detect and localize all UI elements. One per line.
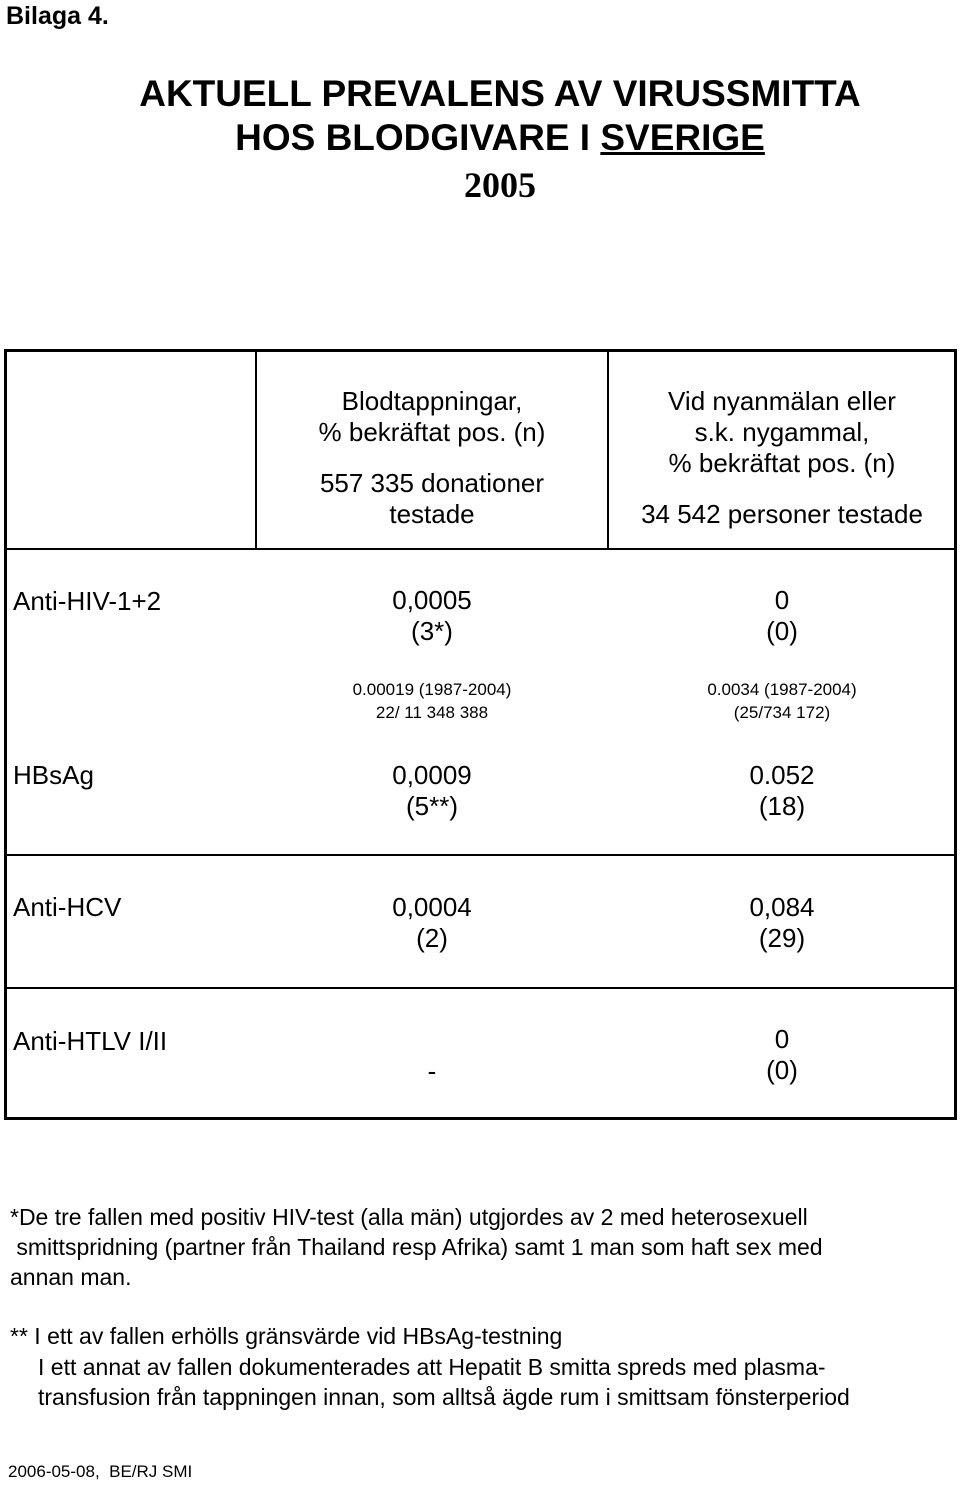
document-stamp: 2006-05-08, BE/RJ SMI xyxy=(8,1462,193,1481)
cell-value: 0.052 xyxy=(749,760,815,790)
cell-count: (2) xyxy=(416,923,448,953)
anti-htlv-col1 xyxy=(256,1056,608,1087)
page-title-line2 xyxy=(0,116,960,160)
cell-count: (18) xyxy=(758,791,806,821)
row-label-hbsag: HBsAg xyxy=(13,760,94,790)
row-label-anti-hiv: Anti-HIV-1+2 xyxy=(13,586,162,616)
col1-header-line: % bekräftat pos. (n) xyxy=(318,417,546,447)
anti-hiv-col1-sub xyxy=(256,678,608,724)
table-hline-2 xyxy=(4,854,957,856)
cell-value: 0,0005 xyxy=(392,585,472,615)
hbsag-col1 xyxy=(256,760,608,822)
hbsag-col2 xyxy=(608,760,956,822)
cell-value: 0,084 xyxy=(749,892,815,922)
footnote-hbsag-line2: I ett annat av fallen dokumenterades att Hepatit B smitta spreds med plasma- xyxy=(38,1354,826,1380)
footnote-hiv-line2: smittspridning (partner från Thailand resp Afrika) samt 1 man som haft sex med xyxy=(10,1234,823,1260)
anti-hiv-col2 xyxy=(608,585,956,647)
footnote-hiv-line3: annan man. xyxy=(10,1264,132,1290)
cell-count: (5**) xyxy=(405,791,458,821)
col1-header-line: Blodtappningar, xyxy=(341,386,523,416)
page-year: 2005 xyxy=(464,165,536,205)
cell-subvalue: 0.00019 (1987-2004) xyxy=(352,680,512,699)
cell-count: (0) xyxy=(766,616,798,646)
cell-value: - xyxy=(427,1056,437,1086)
col1-header-line: 557 335 donationer xyxy=(319,468,545,498)
cell-subvalue: 0.0034 (1987-2004) xyxy=(707,680,857,699)
cell-value: 0,0009 xyxy=(392,760,472,790)
col1-header xyxy=(256,386,608,530)
annex-label: Bilaga 4. xyxy=(6,2,109,30)
cell-subcount: (25/734 172) xyxy=(733,703,831,722)
cell-value: 0 xyxy=(774,1024,790,1054)
anti-hiv-col2-sub xyxy=(608,678,956,724)
cell-subcount: 22/ 11 348 388 xyxy=(375,703,489,722)
row-label-anti-hcv: Anti-HCV xyxy=(13,892,122,922)
col2-header-line: Vid nyanmälan eller xyxy=(668,386,896,416)
row-label-anti-htlv: Anti-HTLV I/II xyxy=(13,1026,168,1056)
cell-value: 0 xyxy=(774,585,790,615)
title-line2-part1: HOS BLODGIVARE I xyxy=(235,117,601,158)
anti-hcv-col2 xyxy=(608,892,956,954)
title-line2-part2: SVERIGE xyxy=(600,117,765,158)
anti-hcv-col1 xyxy=(256,892,608,954)
col2-header-line: s.k. nygammal, xyxy=(694,417,870,447)
col2-header xyxy=(608,386,956,530)
cell-count: (0) xyxy=(766,1055,798,1085)
cell-count: (3*) xyxy=(411,616,453,646)
col2-header-line: % bekräftat pos. (n) xyxy=(668,448,896,478)
footnote-hbsag-line1: ** I ett av fallen erhölls gränsvärde vid HBsAg-testning xyxy=(10,1323,563,1349)
cell-value: 0,0004 xyxy=(392,892,472,922)
col2-header-line: 34 542 personer testade xyxy=(641,499,923,529)
col1-header-line: testade xyxy=(389,499,475,529)
page-title-line1: AKTUELL PREVALENS AV VIRUSSMITTA xyxy=(139,73,861,114)
table-hline-3 xyxy=(4,987,957,989)
anti-hiv-col1 xyxy=(256,585,608,647)
cell-count: (29) xyxy=(758,923,806,953)
footnote-hbsag-line3: transfusion från tappningen innan, som alltså ägde rum i smittsam fönsterperiod xyxy=(38,1384,850,1410)
footnote-hiv-line1: *De tre fallen med positiv HIV-test (alla män) utgjordes av 2 med heterosexuell xyxy=(10,1204,808,1230)
anti-htlv-col2 xyxy=(608,1024,956,1086)
table-hline-header xyxy=(4,548,957,550)
